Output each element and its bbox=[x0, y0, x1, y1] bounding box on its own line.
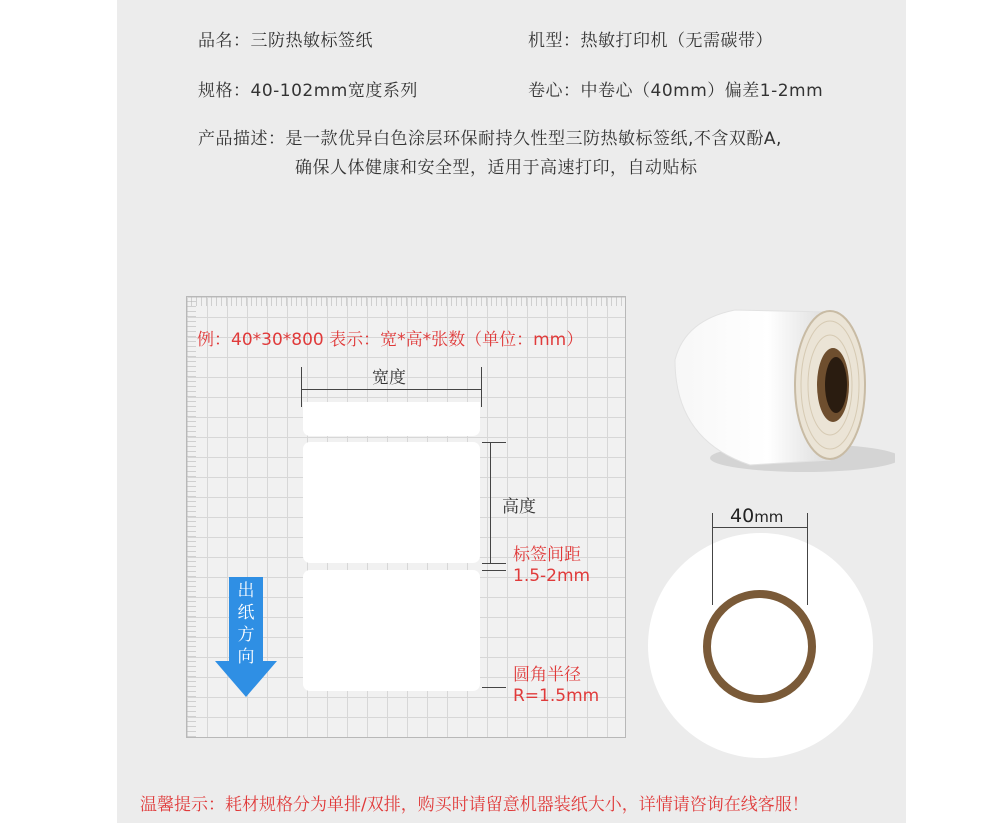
gap-label-title: 标签间距 bbox=[513, 545, 581, 565]
corner-label-value: R=1.5mm bbox=[513, 686, 600, 706]
example-caption: 例：40*30*800 表示：宽*高*张数（单位：mm） bbox=[197, 330, 584, 350]
gap-label-value: 1.5-2mm bbox=[513, 566, 591, 586]
spec-description-line2: 确保人体健康和安全型，适用于高速打印，自动贴标 bbox=[295, 158, 698, 178]
core-dimension-value: 40 bbox=[730, 505, 755, 527]
core-dim-line bbox=[712, 527, 808, 528]
height-tick-bottom bbox=[482, 563, 506, 564]
spec-printer: 机型：热敏打印机（无需碳带） bbox=[528, 31, 773, 51]
spec-description-line1: 产品描述：是一款优异白色涂层环保耐持久性型三防热敏标签纸,不含双酚A, bbox=[198, 129, 782, 149]
height-tick-top bbox=[482, 442, 506, 443]
core-ring bbox=[703, 590, 816, 703]
direction-char-1: 出 bbox=[237, 581, 255, 601]
gap-label bbox=[513, 545, 590, 587]
width-tick-right bbox=[481, 367, 482, 407]
direction-char-4: 向 bbox=[237, 647, 255, 667]
corner-label-title: 圆角半径 bbox=[513, 665, 581, 685]
corner-label bbox=[513, 665, 599, 707]
direction-char-3: 方 bbox=[237, 625, 255, 645]
core-dimension-unit: mm bbox=[754, 508, 784, 526]
height-label: 高度 bbox=[502, 497, 536, 517]
corner-pointer bbox=[482, 687, 506, 688]
width-tick-left bbox=[301, 367, 302, 407]
core-dimension-label bbox=[730, 505, 783, 527]
label-sheet-2 bbox=[303, 442, 480, 563]
paper-direction-label bbox=[229, 580, 263, 668]
spec-name: 品名：三防热敏标签纸 bbox=[198, 31, 373, 51]
width-label: 宽度 bbox=[372, 368, 406, 388]
ruler-top bbox=[186, 296, 626, 306]
warm-tip: 温馨提示：耗材规格分为单排/双排，购买时请留意机器装纸大小，详情请咨询在线客服！ bbox=[140, 795, 809, 815]
ruler-left bbox=[186, 296, 196, 738]
gap-tick bbox=[482, 570, 506, 571]
height-dimension-line bbox=[490, 442, 491, 564]
direction-char-2: 纸 bbox=[237, 603, 255, 623]
label-sheet-3 bbox=[303, 570, 480, 691]
label-sheet-1 bbox=[303, 402, 480, 436]
spec-size: 规格：40-102mm宽度系列 bbox=[198, 81, 418, 101]
width-dimension-line bbox=[301, 389, 482, 390]
label-roll-image bbox=[655, 300, 895, 480]
spec-core: 卷心：中卷心（40mm）偏差1-2mm bbox=[528, 81, 824, 101]
